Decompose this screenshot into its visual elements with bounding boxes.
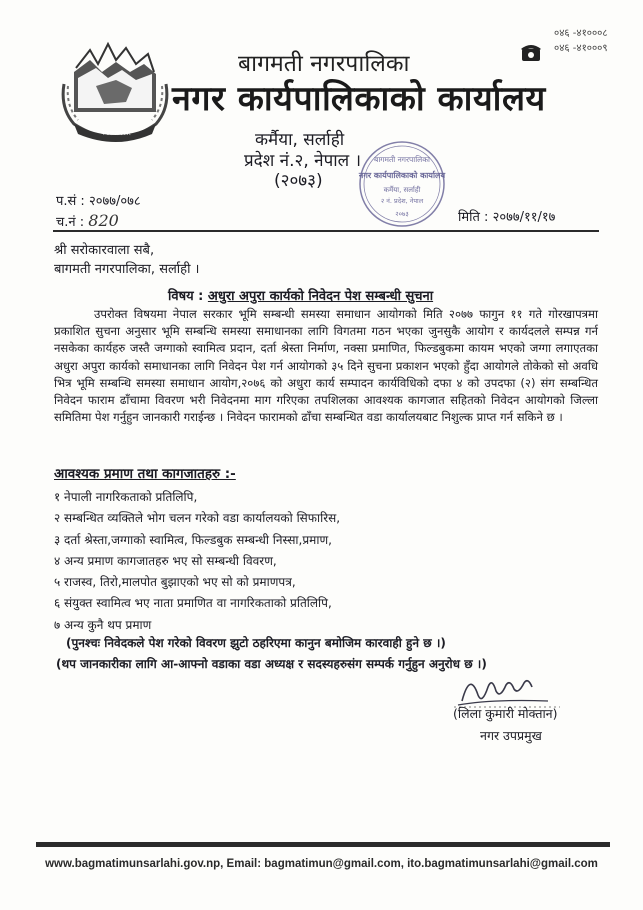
- note-contact: (थप जानकारीका लागि आ-आफ्नो वडाका वडा अध्यक्ष र सदस्यहरुसंग सम्पर्क गर्नुहुन अनुरोध छ ।): [56, 657, 487, 671]
- list-item: १ नेपाली नागरिकताको प्रतिलिपि,: [54, 490, 198, 504]
- body-paragraph: उपरोक्त विषयमा नेपाल सरकार भूमि सम्बन्धी समस्या समाधान आयोगको मिति २०७७ फागुन ११ गते गोरखापत्रमा प्रकाशित सुचना अनुसार भूमि सम्बन्धि समस्या समाधानका लागि विगतमा गठन भएका जुनसुकै आयोग र कार्यदलले सम्पन्न गर्न नसकेका कार्यहरु जस्तै जग्गाको स्वामित्व प्रदान, दर्ता श्रेस्ता निर्माण, नक्सा प्रमाणित, फिल्डबुकमा कायम भएको जग्गा लगाएतका अधुरा अपुरा कार्यको समाधानका लागि निवेदन पेश गर्न आयोगको ३५ दिने सुचना प्रकाशन भएको हुँदा आयोगले तोकेको सो अवधि भित्र भूमि सम्बन्धि समस्या समाधान आयोग,२०७६ को अधुरा कार्य सम्पादन कार्यविधिको दफा ४ को उपदफा (२) संग सम्बन्धित निवेदन फाराम ढाँचामा विवरण भरी निवेदनमा माग गरिएका तपशिलका आवश्यक कागजात सहितको निवेदन आयोगको जिल्ला समितिमा पेश गर्नुहुन जानकारी गराईन्छ । निवेदन फारामको ढाँचा सम्बन्धित वडा कार्यालयबाट निशुल्क प्राप्त गर्न सकिने छ ।: [54, 307, 598, 425]
- reference-ps: [56, 191, 141, 209]
- list-item: २ सम्बन्धित व्यक्तिले भोग चलन गरेको वडा कार्यालयको सिफारिस,: [54, 511, 341, 526]
- phone-number: ०४६ -४१०००८: [554, 28, 608, 39]
- emblem-lettering: नेपाल सरकार: [101, 130, 131, 137]
- seal-line: २ नं. प्रदेश, नेपाल: [380, 197, 424, 205]
- documents-heading: आवश्यक प्रमाण तथा कागजातहरु :-: [54, 466, 236, 482]
- address-line-2: प्रदेश नं.२, नेपाल ।: [244, 151, 362, 171]
- phone-number: ०४६ -४१०००९: [554, 43, 608, 54]
- footer-contact: www.bagmatimunsarlahi.gov.np, Email: bagmatimun@gmail.com, ito.bagmatimunsarlahi@gmail.com: [45, 858, 598, 870]
- reference-cn: [56, 211, 119, 230]
- municipality-name: बागमती नगरपालिका: [238, 51, 410, 77]
- office-title: नगर कार्यपालिकाको कार्यालय: [172, 79, 546, 119]
- seal-line: कर्मैया, सर्लाही: [383, 186, 421, 194]
- ps-value: २०७७/०७८: [88, 194, 141, 209]
- date-value: २०७७/११/१७: [492, 210, 556, 225]
- header-divider: [53, 230, 599, 232]
- address-line-1: कर्मैया, सर्लाही: [255, 130, 345, 150]
- signatory-title: नगर उपप्रमुख: [480, 728, 542, 743]
- seal-line: नगर कार्यपालिकाको कार्यालय: [358, 171, 446, 180]
- nepal-emblem-logo: [56, 38, 174, 146]
- cn-label: च.नं :: [56, 215, 85, 230]
- letter-date: [458, 207, 555, 225]
- recipient-line-1: श्री सरोकारवाला सबै,: [54, 243, 155, 258]
- date-label: मिति :: [458, 210, 489, 225]
- recipient-line-2: बागमती नगरपालिका, सर्लाही ।: [54, 262, 200, 277]
- documents-list: [54, 487, 340, 636]
- list-item: ५ राजस्व, तिरो,मालपोत बुझाएको भए सो को प्रमाणपत्र,: [54, 575, 296, 590]
- seal-line: बागमती नगरपालिका: [374, 155, 430, 164]
- list-item: ३ दर्ता श्रेस्ता,जग्गाको स्वामित्व, फिल्डबुक सम्बन्धी निस्सा,प्रमाण,: [54, 532, 332, 547]
- signatory-name: (लिला कुमारी मोक्तान): [453, 706, 558, 721]
- list-item: ४ अन्य प्रमाण कागजातहरु भए सो सम्बन्धी विवरण,: [54, 553, 277, 568]
- office-seal-stamp: [356, 138, 448, 230]
- seal-line: २०७३: [395, 210, 409, 218]
- list-item: ६ संयुक्त स्वामित्व भए नाता प्रमाणित वा नागरिकताको प्रतिलिपि,: [54, 596, 332, 611]
- list-item: ७ अन्य कुनै थप प्रमाण: [54, 617, 152, 632]
- telephone-icon: [519, 40, 543, 64]
- subject-label: विषय :: [168, 289, 204, 304]
- footer-divider: [36, 842, 610, 847]
- subject-line: [168, 286, 433, 304]
- established-year: (२०७३): [274, 171, 323, 191]
- ps-label: प.सं :: [56, 194, 85, 209]
- note-postscript: (पुनश्चः निवेदकले पेश गरेको विवरण झुटो ठहरिएमा कानुन बमोजिम कारवाही हुने छ ।): [66, 636, 446, 650]
- signature-text: Sanu: [252, 465, 255, 466]
- cn-value-handwritten: 820: [88, 211, 119, 230]
- subject-text: अधुरा अपुरा कार्यको निवेदन पेश सम्बन्धी सुचना: [207, 289, 434, 304]
- phone-numbers: [554, 26, 608, 56]
